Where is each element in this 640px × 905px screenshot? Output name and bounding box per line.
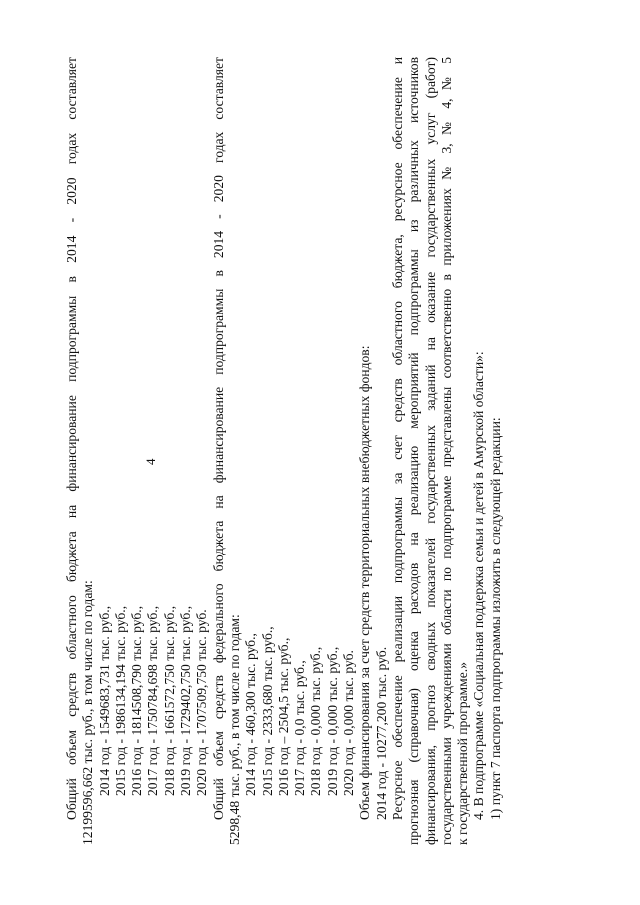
body-text bbox=[64, 57, 504, 845]
text-line: 12199596,662 тыс. руб., в том числе по годам: bbox=[80, 580, 96, 845]
text-line: прогнозная (справочная) оценка расходов на реализацию мероприятий подпрограммы из различных источников bbox=[406, 57, 422, 845]
text-line: 2016 год - 1814508,790 тыс. руб., bbox=[129, 605, 145, 796]
text-line: 2014 год - 10277,200 тыс. руб. bbox=[373, 646, 389, 820]
text-line: 2015 год - 2333,680 тыс. руб., bbox=[259, 626, 275, 796]
text-line: 2017 год - 1750784,698 тыс. руб., bbox=[145, 605, 161, 796]
text-line: 2014 год - 460,300 тыс. руб., bbox=[243, 633, 259, 796]
text-line: Общий объем средств областного бюджета на финансирование подпрограммы в 2014 - 2020 годах составляет bbox=[64, 57, 79, 820]
text-line: 2019 год - 0,000 тыс. руб., bbox=[324, 646, 340, 796]
text-line: 2018 год - 1661572,750 тыс. руб., bbox=[161, 605, 177, 796]
text-line: 2014 год - 1549683,731 тыс. руб., bbox=[96, 605, 112, 796]
text-line: 2015 год - 1986134,194 тыс. руб., bbox=[112, 605, 128, 796]
text-line: 2020 год - 0,000 тыс. руб. bbox=[341, 650, 357, 796]
text-line: 2018 год - 0,000 тыс. руб., bbox=[308, 646, 324, 796]
page-number: 4 bbox=[143, 458, 158, 465]
text-line: Общий объем средств федерального бюджета на финансирование подпрограммы в 2014 - 2020 годах составляет bbox=[210, 57, 226, 820]
text-line: финансирования, прогноз сводных показателей государственных заданий на оказание государственных услуг (работ) bbox=[422, 57, 438, 845]
text-line: 1) пункт 7 паспорта подпрограммы изложить в следующей редакции: bbox=[487, 417, 503, 820]
text-line: 5298,48 тыс. руб., в том числе по годам: bbox=[226, 614, 242, 845]
text-line: Ресурсное обеспечение реализации подпрограммы за счет средств областного бюджета, ресурсное обеспечение и bbox=[389, 57, 405, 820]
text-line: 2016 год – 2504,5 тыс. руб., bbox=[275, 637, 291, 796]
text-line: 2020 год - 1707509,750 тыс. руб. bbox=[194, 609, 210, 796]
text-line: государственными учреждениями области по подпрограмме представлены соответственно в приложениях № 3, № 4, № 5 bbox=[438, 57, 454, 845]
text-line: Объем финансирования за счет средств территориальных внебюджетных фондов: bbox=[357, 345, 373, 820]
text-line: к государственной программе.» bbox=[455, 662, 471, 845]
text-line: 2019 год - 1729402,750 тыс. руб., bbox=[178, 605, 194, 796]
text-line: 4. В подпрограмме «Социальная поддержка семьи и детей в Амурской области»: bbox=[471, 351, 487, 820]
text-line: 2017 год - 0,0 тыс. руб., bbox=[292, 660, 308, 796]
